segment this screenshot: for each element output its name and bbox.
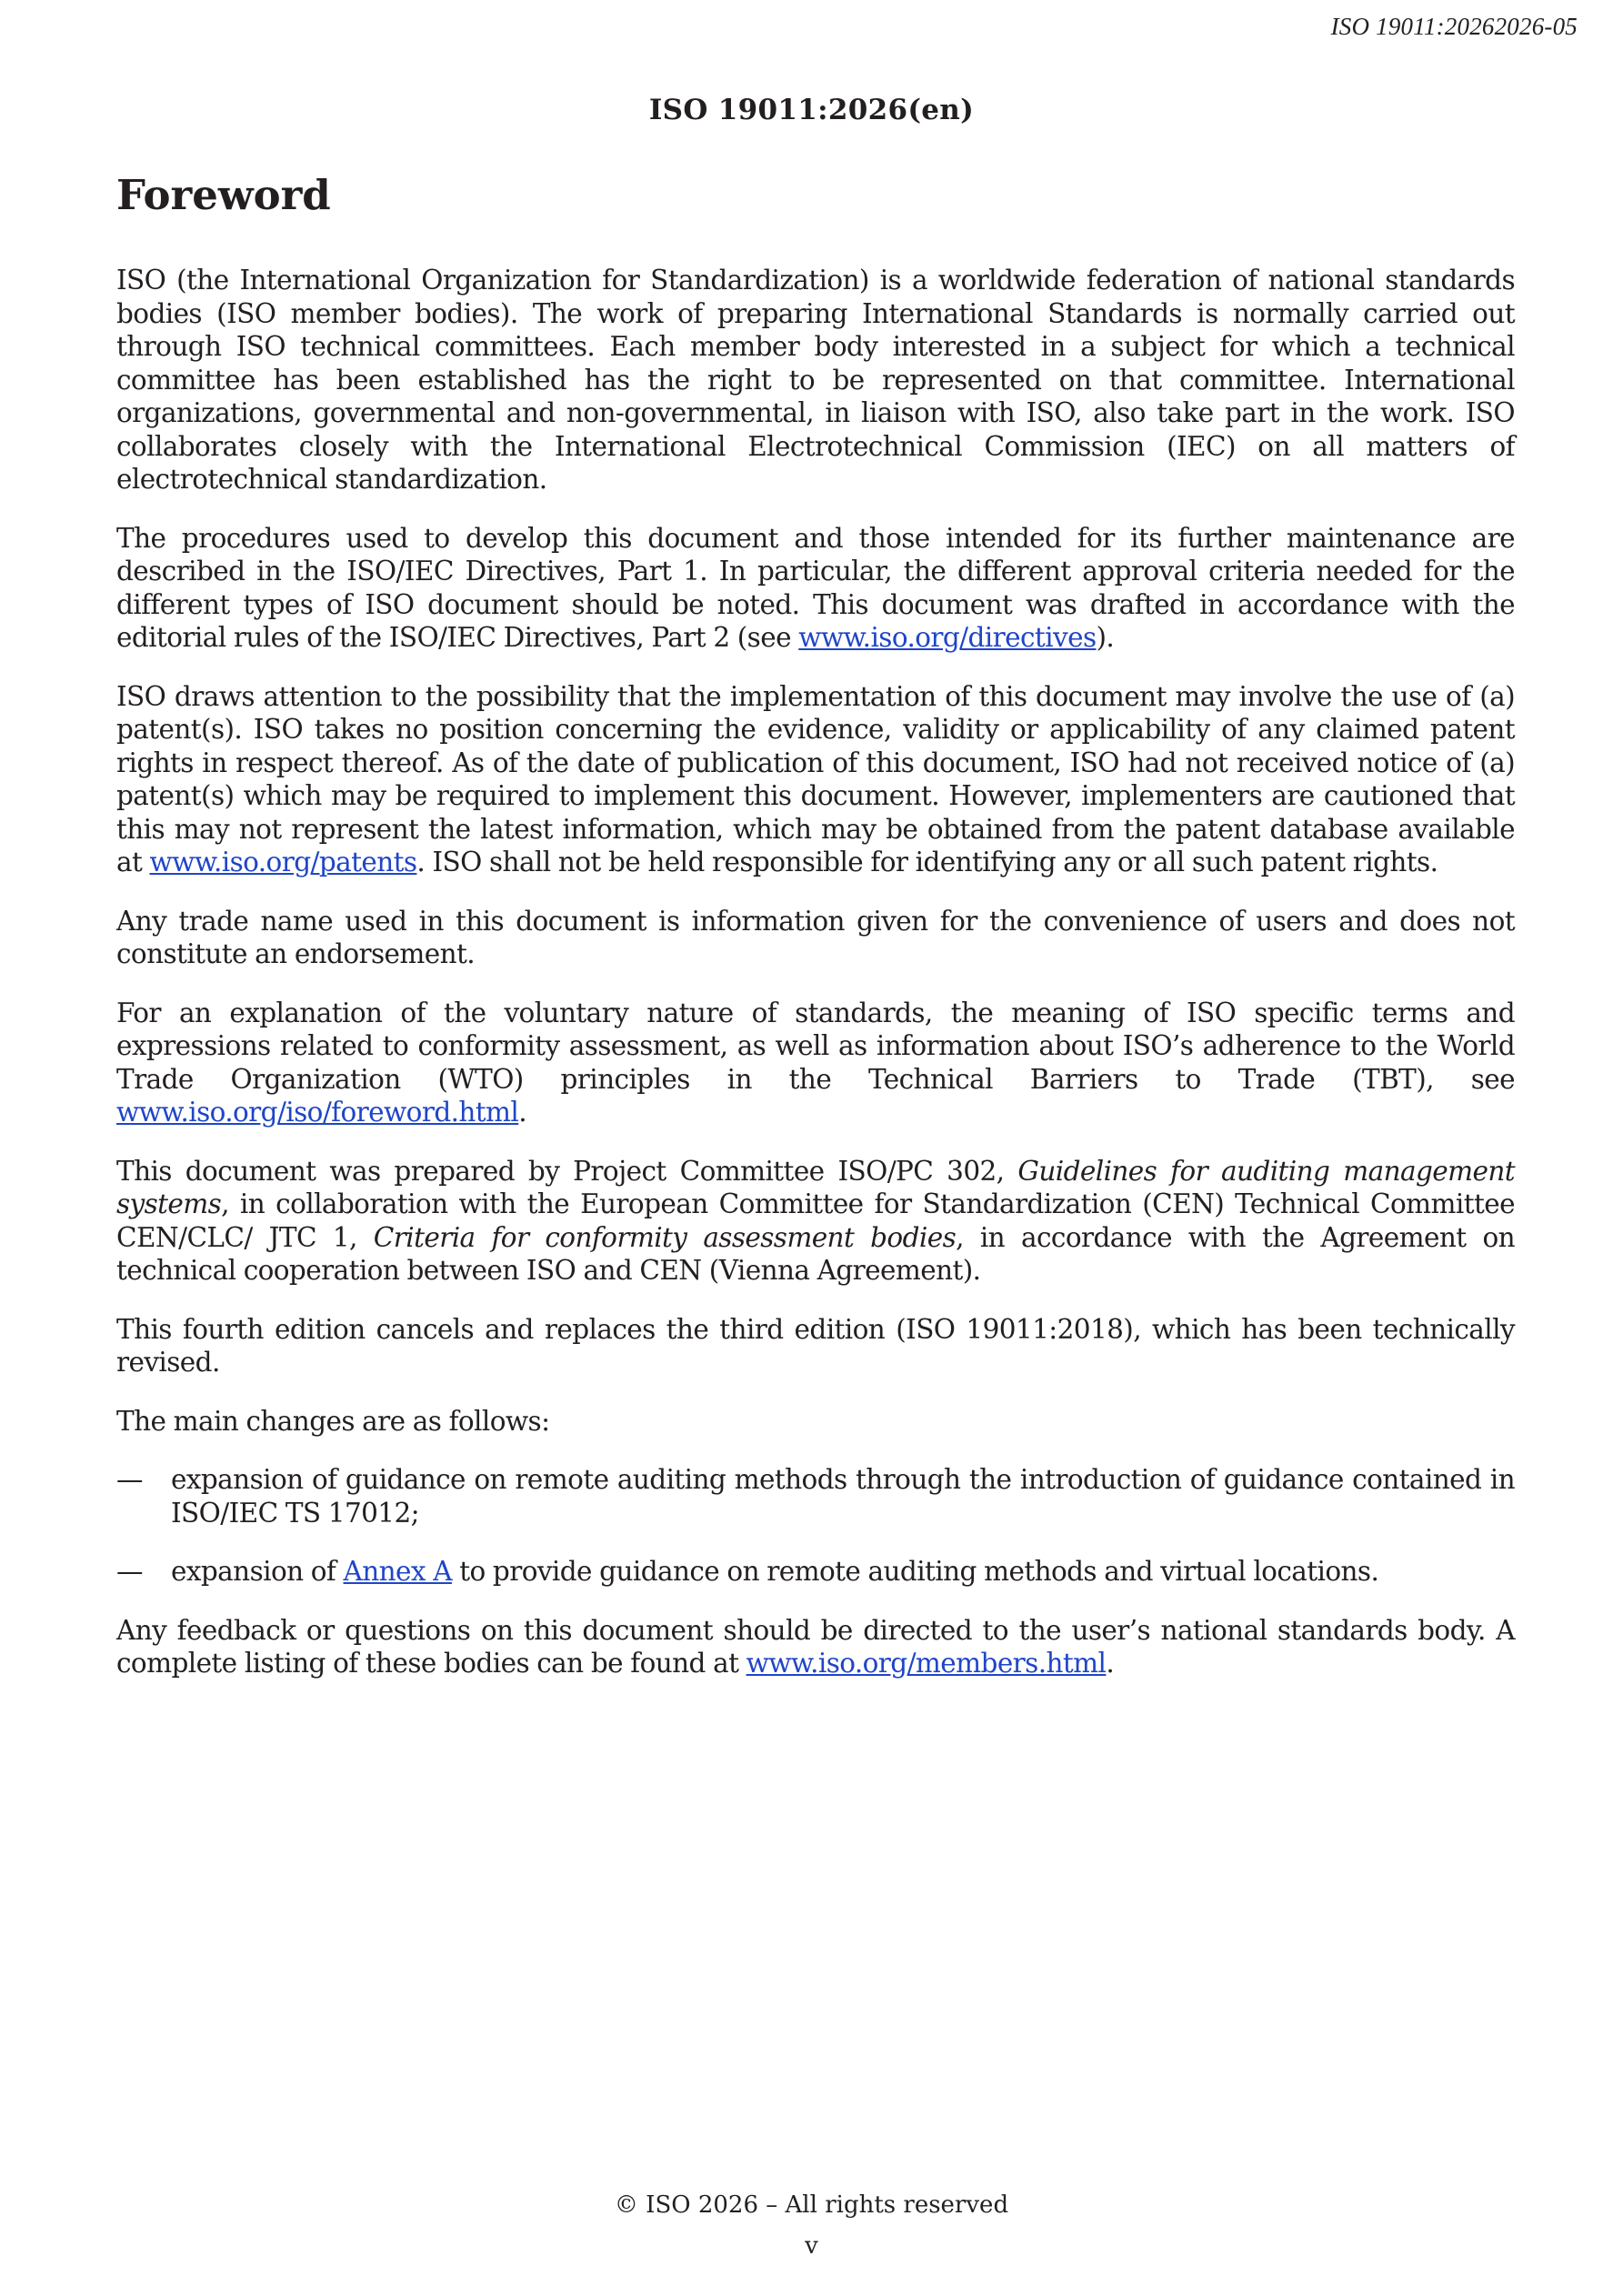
paragraph-text: For an explanation of the voluntary nature of standards, the meaning of ISO specific terms and expressions related to conformity assessment, as well as information about ISO’s adherence to the World Trade Organization (WTO) principles in the Technical Barriers to Trade (TBT), see <box>116 997 1515 1095</box>
committee-title: Guidelines for auditing management systems <box>116 1155 1515 1219</box>
paragraph-feedback <box>116 1614 1515 1680</box>
list-item-text: expansion of guidance on remote auditing methods through the introduction of guidance contained in ISO/IEC TS 17012; <box>171 1464 1515 1529</box>
annex-a-link[interactable]: Annex A <box>343 1556 452 1587</box>
paragraph-main-changes-intro: The main changes are as follows: <box>116 1405 550 1437</box>
list-item <box>116 1555 1515 1589</box>
paragraph-text: ISO draws attention to the possibility that the implementation of this document may involve the use of (a) patent(s). ISO takes no position concerning the evidence, validity or applicability of any claimed patent rights in respect thereof. As of the date of publication of this document, ISO had not received notice of (a) patent(s) which may be required to implement this document. However, implementers are cautioned that this may not represent the latest information, which may be obtained from the patent database available at <box>116 680 1515 877</box>
paragraph-text: , in accordance with the Agreement on technical cooperation between ISO and CEN (Vienna Agreement). <box>116 1221 1516 1286</box>
document-id: ISO 19011:2026(en) <box>648 94 975 126</box>
paragraph-committee <box>116 1155 1515 1288</box>
foreword-body <box>116 264 1515 1706</box>
page-number: v <box>805 2232 818 2260</box>
paragraph-text: This document was prepared by Project Committee ISO/PC 302, <box>116 1155 1018 1187</box>
paragraph-text: . ISO shall not be held responsible for identifying any or all such patent rights. <box>416 847 1438 877</box>
paragraph-text: , in collaboration with the European Committee for Standardization (CEN) Technical Committee CEN/CLC/ JTC 1, <box>116 1188 1515 1253</box>
list-item-text: to provide guidance on remote auditing methods and virtual locations. <box>451 1556 1379 1587</box>
list-dash: — <box>116 1464 143 1495</box>
section-title: Foreword <box>116 171 331 219</box>
list-item-text: expansion of <box>171 1556 344 1587</box>
paragraph-text: . <box>1106 1648 1115 1679</box>
copyright-notice: © ISO 2026 – All rights reserved <box>614 2191 1009 2219</box>
cen-committee-title: Criteria for conformity assessment bodies <box>373 1221 957 1253</box>
paragraph-text: Any feedback or questions on this document should be directed to the user’s national standards body. A complete listing of these bodies can be found at <box>116 1614 1515 1679</box>
members-link[interactable]: www.iso.org/members.html <box>746 1648 1107 1679</box>
paragraph-procedures <box>116 522 1515 655</box>
paragraph-text: The procedures used to develop this document and those intended for its further maintenance are described in the ISO/IEC Directives, Part 1. In particular, the different approval criteria needed for the different types of ISO document should be noted. This document was drafted in accordance with the editorial rules of the ISO/IEC Directives, Part 2 (see <box>116 522 1515 653</box>
list-dash: — <box>116 1556 143 1587</box>
changes-list <box>116 1463 1515 1589</box>
patents-link[interactable]: www.iso.org/patents <box>149 847 417 877</box>
running-header: ISO 19011:20262026-05 <box>1330 13 1578 40</box>
paragraph-patents <box>116 680 1515 879</box>
paragraph-text: ). <box>1096 622 1115 653</box>
paragraph-trade-name: Any trade name used in this document is information given for the convenience of users and does not constitute an endorsement. <box>116 905 1515 969</box>
paragraph-iso-intro: ISO (the International Organization for Standardization) is a worldwide federation of national standards bodies (ISO member bodies). The work of preparing International Standards is normally carried out through ISO technical committees. Each member body interested in a subject for which a technical committee has been established has the right to be represented on that committee. International organizations, governmental and non-governmental, in liaison with ISO, also take part in the work. ISO collaborates closely with the International Electrotechnical Commission (IEC) on all matters of electrotechnical standardization. <box>116 265 1515 495</box>
directives-link[interactable]: www.iso.org/directives <box>798 622 1097 653</box>
foreword-info-link[interactable]: www.iso.org/iso/foreword.html <box>116 1097 519 1128</box>
paragraph-edition: This fourth edition cancels and replaces the third edition (ISO 19011:2018), which has been technically revised. <box>116 1313 1515 1378</box>
paragraph-voluntary-nature <box>116 997 1515 1129</box>
list-item <box>116 1463 1515 1529</box>
paragraph-text: . <box>518 1097 527 1128</box>
